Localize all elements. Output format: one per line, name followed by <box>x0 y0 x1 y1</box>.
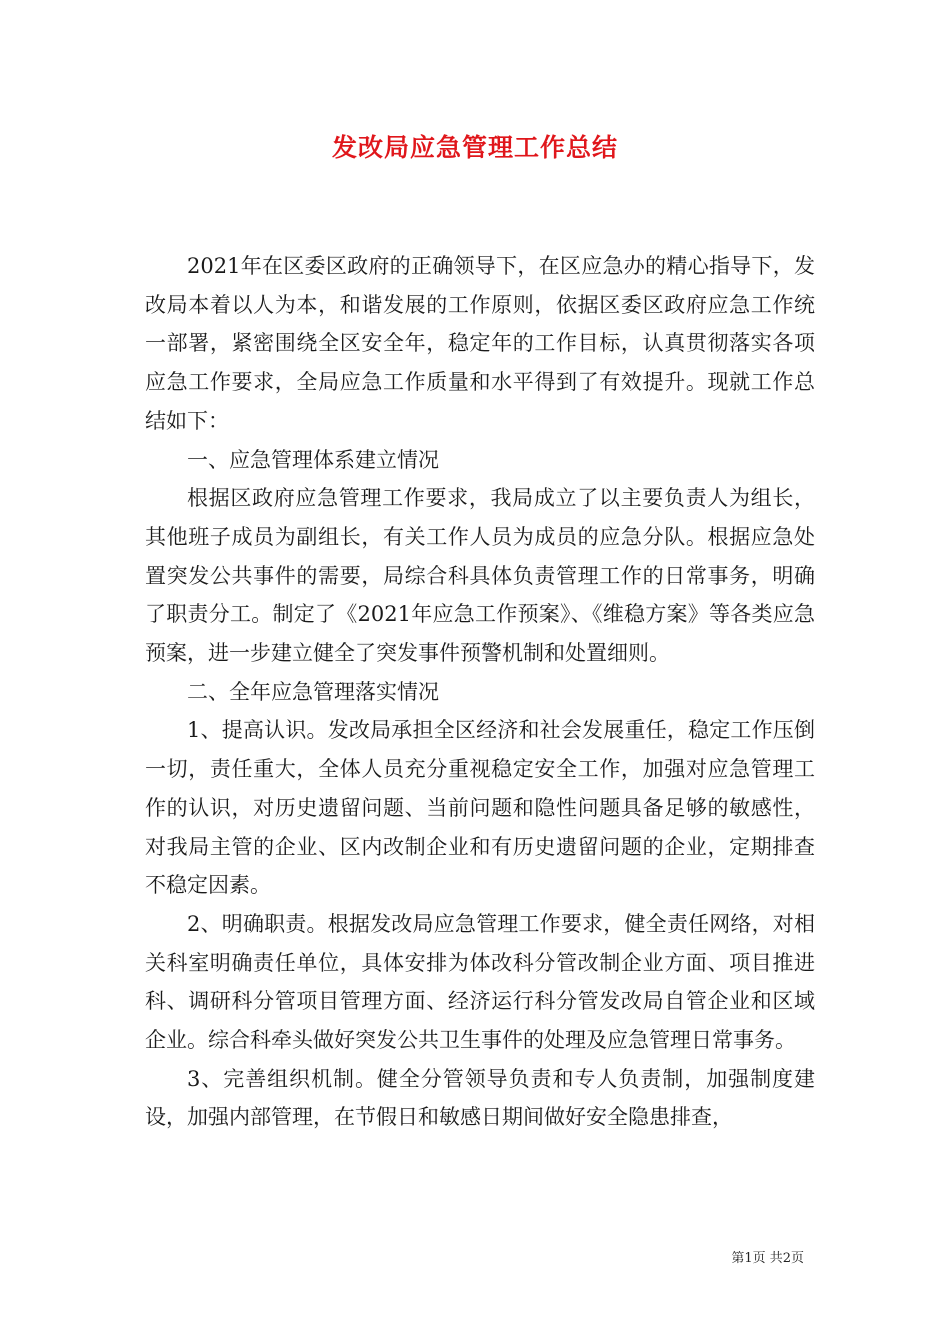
item-2-paragraph: 2、明确职责。根据发改局应急管理工作要求，健全责任网络，对相关科室明确责任单位，具体安排为体改科分管改制企业方面、项目推进科、调研科分管项目管理方面、经济运行科分管发改局自管企业和区域企业。综合科牵头做好突发公共卫生事件的处理及应急管理日常事务。 <box>145 911 815 1053</box>
document-title: 发改局应急管理工作总结 <box>331 133 618 162</box>
document-body <box>145 247 815 1137</box>
intro-paragraph: 2021年在区委区政府的正确领导下，在区应急办的精心指导下，发改局本着以人为本，和谐发展的工作原则，依据区委区政府应急工作统一部署，紧密围绕全区安全年，稳定年的工作目标，认真贯彻落实各项应急工作要求，全局应急工作质量和水平得到了有效提升。现就工作总结如下： <box>145 254 815 433</box>
item-1-paragraph: 1、提高认识。发改局承担全区经济和社会发展重任，稳定工作压倒一切，责任重大，全体人员充分重视稳定安全工作，加强对应急管理工作的认识，对历史遗留问题、当前问题和隐性问题具备足够的敏感性，对我局主管的企业、区内改制企业和有历史遗留问题的企业，定期排查不稳定因素。 <box>145 718 815 898</box>
section-1-paragraph: 根据区政府应急管理工作要求，我局成立了以主要负责人为组长，其他班子成员为副组长，有关工作人员为成员的应急分队。根据应急处置突发公共事件的需要，局综合科具体负责管理工作的日常事务，明确了职责分工。制定了《2021年应急工作预案》、《维稳方案》等各类应急预案，进一步建立健全了突发事件预警机制和处置细则。 <box>145 486 815 666</box>
page-number: 第1页 共2页 <box>731 1251 804 1266</box>
item-3-paragraph: 3、完善组织机制。健全分管领导负责和专人负责制，加强制度建设，加强内部管理，在节假日和敏感日期间做好安全隐患排查， <box>145 1066 815 1130</box>
section-heading-1: 一、应急管理体系建立情况 <box>187 447 439 472</box>
section-heading-2: 二、全年应急管理落实情况 <box>187 679 439 704</box>
